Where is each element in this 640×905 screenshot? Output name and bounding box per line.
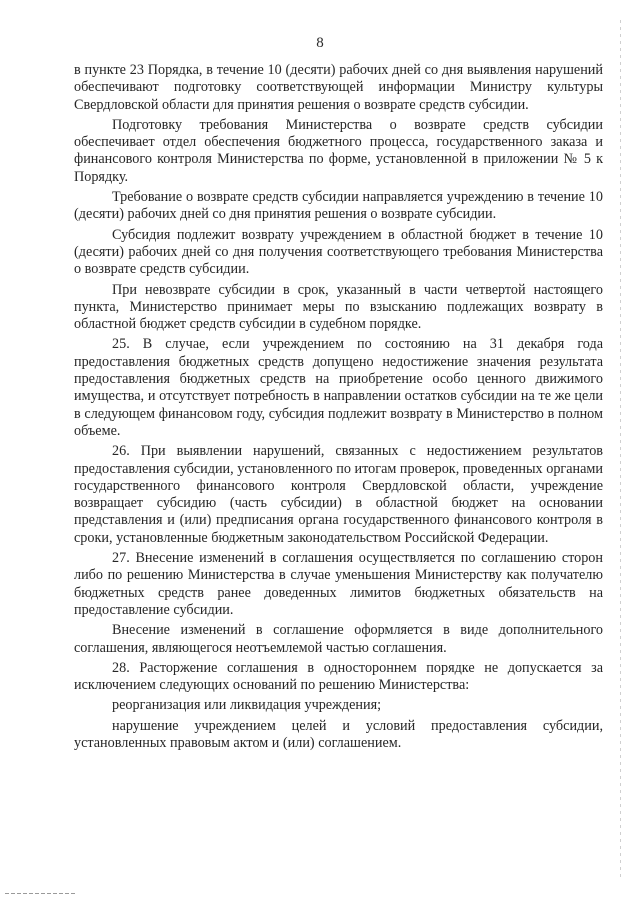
document-body [74, 62, 603, 755]
paragraph-item-28: 28. Расторжение соглашения в одностороннем порядке не допускается за исключением следующих оснований по решению Министерства: [74, 659, 603, 694]
paragraph-continuation: в пункте 23 Порядка, в течение 10 (десяти) рабочих дней со дня выявления нарушений обеспечивают подготовку соответствующей информации Министру культуры Свердловской области для принятия решения о возврате средств субсидии. [74, 62, 603, 113]
paragraph-item-25: 25. В случае, если учреждением по состоянию на 31 декабря года предоставления бюджетных средств допущено недостижение значения результата предоставления бюджетных средств на приобретение особо ценного движимого имущества, и отсутствует потребность в направлении остатков субсидии на те же цели в следующем финансовом году, субсидия подлежит возврату в Министерство в полном объеме. [74, 336, 603, 439]
paragraph-ground-reorganization: реорганизация или ликвидация учреждения; [112, 697, 382, 714]
scan-edge-line [620, 20, 621, 880]
paragraph-item-27: 27. Внесение изменений в соглашения осуществляется по соглашению сторон либо по решению Министерства в случае уменьшения Министерству как получателю бюджетных средств ранее доведенных лимитов бюджетных обязательств на предоставление субсидии. [74, 550, 603, 618]
scan-footer-mark [5, 893, 77, 894]
paragraph-non-return: При невозврате субсидии в срок, указанный в части четвертой настоящего пункта, Министерство принимает меры по взысканию подлежащих возврату в областной бюджет средств субсидии в судебном порядке. [74, 281, 603, 333]
paragraph-item-26: 26. При выявлении нарушений, связанных с недостижением результатов предоставления субсидии, установленного по итогам проверок, проведенных органами государственного финансового контроля Свердловской области, учреждение возвращает субсидию (часть субсидии) в областной бюджет на основании представления и (или) предписания органа государственного финансового контроля в сроки, установленные бюджетным законодательством Российской Федерации. [74, 443, 603, 546]
paragraph-ground-violation: нарушение учреждением целей и условий предоставления субсидии, установленных правовым актом и (или) соглашением. [74, 717, 603, 751]
paragraph-requirement-preparation: Подготовку требования Министерства о возврате средств субсидии обеспечивает отдел обеспечения бюджетного процесса, государственного заказа и финансового контроля Министерства по форме, установленной в приложении № 5 к Порядку. [74, 116, 603, 185]
page-number: 8 [316, 35, 324, 51]
paragraph-requirement-sending: Требование о возврате средств субсидии направляется учреждению в течение 10 (десяти) рабочих дней со дня принятия решения о возврате субсидии. [74, 189, 603, 223]
paragraph-amendment-form: Внесение изменений в соглашение оформляется в виде дополнительного соглашения, являющегося неотъемлемой частью соглашения. [74, 622, 603, 656]
paragraph-subsidy-return: Субсидия подлежит возврату учреждением в областной бюджет в течение 10 (десяти) рабочих дней со дня получения соответствующего требования Министерства о возврате средств субсидии. [74, 226, 603, 278]
